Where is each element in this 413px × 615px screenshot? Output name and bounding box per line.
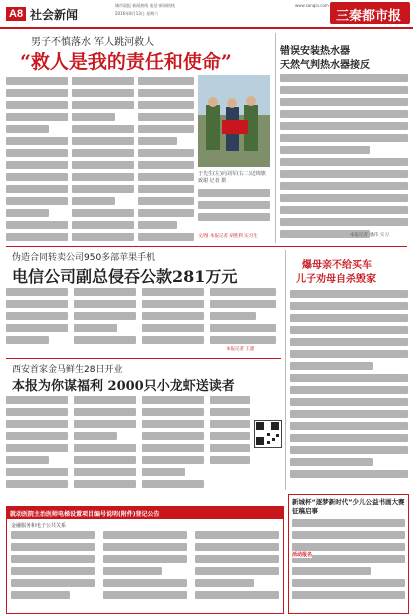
story5 xyxy=(288,494,409,614)
ad-col-1 xyxy=(11,531,95,611)
ad-subtitle: 金融服务和电子公共关系 xyxy=(11,523,67,529)
story1-column-1 xyxy=(6,77,68,247)
story3-divider xyxy=(285,250,286,490)
rule-mid-2 xyxy=(6,358,281,359)
story5-headline: 新城杯“逐梦新时代”少儿公益书画大赛征稿启事 xyxy=(292,498,405,515)
sidebar-story xyxy=(280,42,408,242)
story2-col-2 xyxy=(74,288,136,358)
brand-logo xyxy=(330,2,410,24)
story4-col-2 xyxy=(74,396,136,496)
story2-byline: 本报记者 王建 xyxy=(226,347,255,352)
story4-col-1 xyxy=(6,396,68,496)
story1 xyxy=(6,33,271,243)
sidebar-title-2: 天然气判热水器接反 xyxy=(280,60,370,71)
story1-byline: 文/图 本报记者 胡胜利 实习生 xyxy=(198,234,258,239)
sidebar-divider xyxy=(275,33,276,243)
story2-headline: 电信公司副总侵吞公款281万元 xyxy=(12,267,238,286)
qr-code[interactable] xyxy=(254,420,282,448)
story2-kicker: 伪造合同转卖公司950多部苹果手机 xyxy=(12,253,156,263)
story1-kicker: 男子不慎落水 军人跳河救人 xyxy=(31,37,155,48)
story3-body xyxy=(290,290,408,488)
sidebar-body xyxy=(280,74,408,242)
story1-column-3 xyxy=(138,77,194,247)
story1-column-4 xyxy=(198,189,270,233)
story4-kicker: 西安首家金马鲜生28日开业 xyxy=(12,365,123,375)
sidebar-title-1: 错误安装热水器 xyxy=(280,46,350,57)
page-code: A8 xyxy=(6,7,26,21)
story1-photo-caption: 于先生(左)向刘军(右二)送锦旗致谢 记者 摄 xyxy=(198,171,266,184)
story4-headline: 本报为你谋福利 2000只小龙虾送读者 xyxy=(12,379,235,394)
header-rule xyxy=(0,27,413,29)
story1-photo xyxy=(198,75,270,167)
ad-col-3 xyxy=(195,531,279,611)
story4-col-3 xyxy=(142,396,204,496)
header-date: 2016年8月13日 星期六 xyxy=(115,11,159,16)
story1-headline: “救人是我的责任和使命” xyxy=(20,51,232,73)
sidebar-byline: 本报记者 潘伟 实习 xyxy=(350,233,389,238)
story2 xyxy=(6,250,281,355)
story5-body xyxy=(292,519,405,609)
ad-col-2 xyxy=(103,531,187,611)
ad-title: 就动医院主治医师电梯设置项目编号说明(附件)登记公告 xyxy=(10,511,160,518)
story1-column-2 xyxy=(72,77,134,247)
story3-title-1: 爆母亲不给买车 xyxy=(302,260,372,271)
ad-title-bar xyxy=(7,507,283,519)
story1-photo-art xyxy=(198,75,270,167)
header-top-info: 城市晨报 新闻热线 电话·新闻热线 xyxy=(115,3,175,8)
story2-col-1 xyxy=(6,288,68,358)
page-header xyxy=(0,0,413,30)
story2-col-3 xyxy=(142,288,204,358)
story4 xyxy=(6,362,281,502)
story5-section-label: 活动报名 xyxy=(292,552,313,558)
brand-name: 三秦都市报 xyxy=(336,9,402,24)
rule-mid-1 xyxy=(6,246,407,247)
section-title: 社会新闻 xyxy=(30,8,79,22)
bottom-ad xyxy=(6,506,284,614)
story4-col-4 xyxy=(210,396,250,496)
story3-title-2: 儿子劝母自杀毁家 xyxy=(296,274,376,285)
story3 xyxy=(290,256,408,488)
header-url: www.sanqin.com xyxy=(295,3,329,8)
